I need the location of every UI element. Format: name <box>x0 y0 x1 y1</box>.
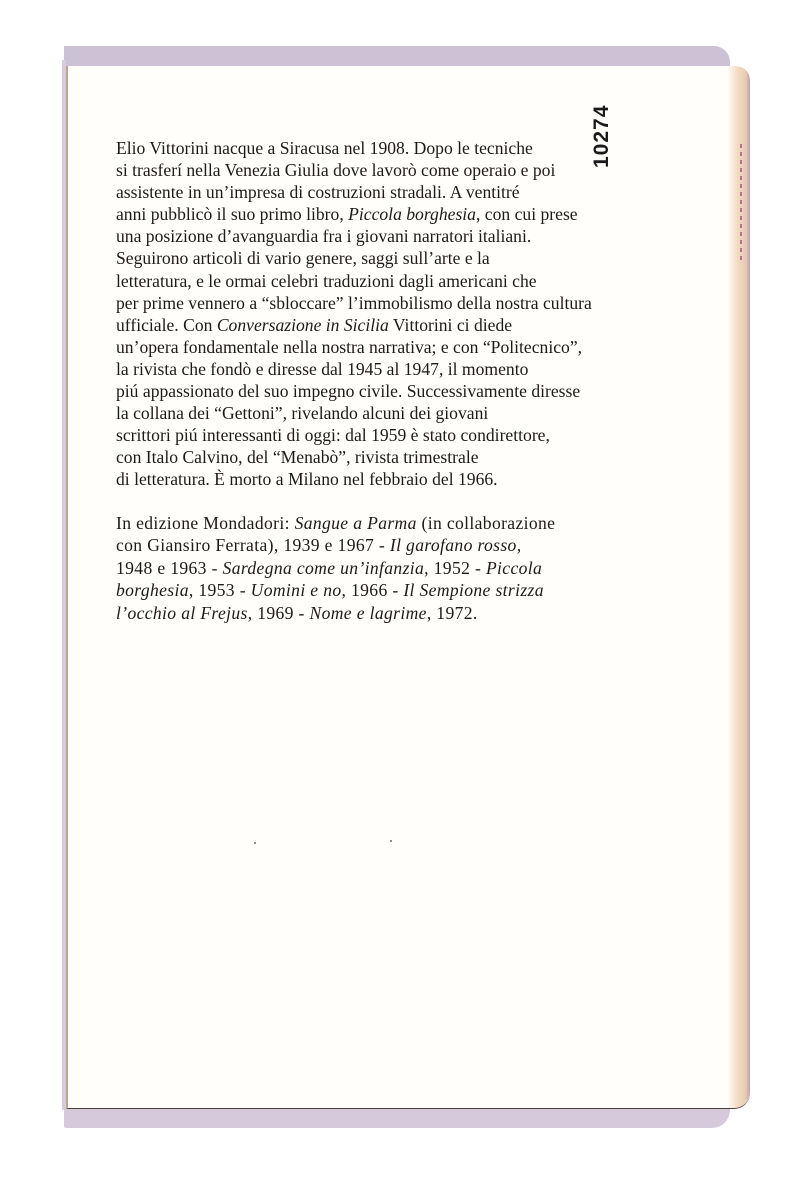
biography-line <box>116 137 636 159</box>
bibliography-line <box>116 534 636 557</box>
text-segment: assistente in un’impresa di costruzioni stradali. A ventitré <box>116 182 520 203</box>
text-segment: con Italo Calvino, del “Menabò”, rivista trimestrale <box>116 447 479 468</box>
biography-line <box>116 402 636 424</box>
title-italic: Sangue a Parma <box>294 512 417 533</box>
title-italic: Piccola <box>485 557 543 578</box>
text-segment: , con cui prese <box>475 204 578 225</box>
biography-line <box>116 446 636 468</box>
text-segment: 1948 e 1963 - <box>116 557 223 578</box>
print-speck <box>390 840 392 842</box>
text-segment: scrittori piú interessanti di oggi: dal 1959 è stato condirettore, <box>116 425 550 446</box>
title-italic: Uomini e no <box>250 580 342 601</box>
biography-line <box>116 314 636 336</box>
biography-line <box>116 468 636 490</box>
biography-line <box>116 203 636 225</box>
page-edge <box>728 66 750 1108</box>
title-italic: Piccola borghesia <box>348 204 476 225</box>
biography-line <box>116 336 636 358</box>
print-speck <box>254 842 256 844</box>
text-segment: con Giansiro Ferrata), 1939 e 1967 - <box>116 535 390 556</box>
text-segment: , 1969 - <box>247 602 310 623</box>
biography-line <box>116 225 636 247</box>
title-italic: Il Sempione strizza <box>403 580 544 601</box>
title-italic: borghesia <box>116 580 189 601</box>
text-segment: , 1952 - <box>424 557 486 578</box>
title-italic: Sardegna come un’infanzia <box>222 557 425 578</box>
text-segment: , 1966 - <box>341 580 404 601</box>
biography-line <box>116 247 636 269</box>
text-segment: la rivista che fondò e diresse dal 1945 al 1947, il momento <box>116 358 529 379</box>
text-segment: ufficiale. Con <box>116 314 217 335</box>
biography-line <box>116 181 636 203</box>
text-segment: si trasferí nella Venezia Giulia dove lavorò come operaio e poi <box>116 160 556 181</box>
bibliography-line <box>116 557 636 580</box>
text-segment: una posizione d’avanguardia fra i giovani narratori italiani. <box>116 226 532 247</box>
text-segment: Vittorini ci diede <box>388 314 513 335</box>
text-segment: , 1972. <box>426 602 478 623</box>
title-italic: Nome e lagrime <box>309 602 427 623</box>
text-segment: piú appassionato del suo impegno civile. Successivamente diresse <box>116 381 581 402</box>
biography-line <box>116 424 636 446</box>
text-segment: letteratura, e le ormai celebri traduzioni dagli americani che <box>116 270 537 291</box>
biography-line <box>116 292 636 314</box>
page-edge-mark <box>740 144 742 264</box>
text-segment: per prime vennero a “sbloccare” l’immobilismo della nostra cultura <box>116 292 592 313</box>
text-segment: , 1953 - <box>188 580 251 601</box>
cover-shadow-top <box>64 46 730 68</box>
cover-shadow-bottom <box>64 1106 730 1128</box>
text-segment: Elio Vittorini nacque a Siracusa nel 1908. Dopo le tecniche <box>116 138 533 158</box>
text-segment: di letteratura. È morto a Milano nel febbraio del 1966. <box>116 469 498 490</box>
text-segment: Seguirono articoli di vario genere, saggi sull’arte e la <box>116 248 490 269</box>
title-italic: Il garofano rosso, <box>389 535 522 556</box>
bibliography-line <box>116 512 636 535</box>
biography-line <box>116 159 636 181</box>
title-italic: l’occhio al Frejus <box>116 602 248 623</box>
author-biography <box>116 137 636 491</box>
title-italic: Conversazione in Sicilia <box>216 314 389 335</box>
bibliography-line <box>116 602 636 625</box>
biography-line <box>116 270 636 292</box>
text-segment: anni pubblicò il suo primo libro, <box>116 204 349 225</box>
bibliography-line <box>116 579 636 602</box>
text-segment: (in collaborazione <box>416 512 556 533</box>
bibliography <box>116 512 636 625</box>
text-segment: la collana dei “Gettoni”, rivelando alcuni dei giovani <box>116 403 489 424</box>
biography-line <box>116 380 636 402</box>
text-segment: un’opera fondamentale nella nostra narrativa; e con “Politecnico”, <box>116 336 583 357</box>
back-cover-text <box>116 137 636 624</box>
text-segment: In edizione Mondadori: <box>116 512 295 533</box>
catalog-number: 10274 <box>590 104 613 168</box>
biography-line <box>116 358 636 380</box>
